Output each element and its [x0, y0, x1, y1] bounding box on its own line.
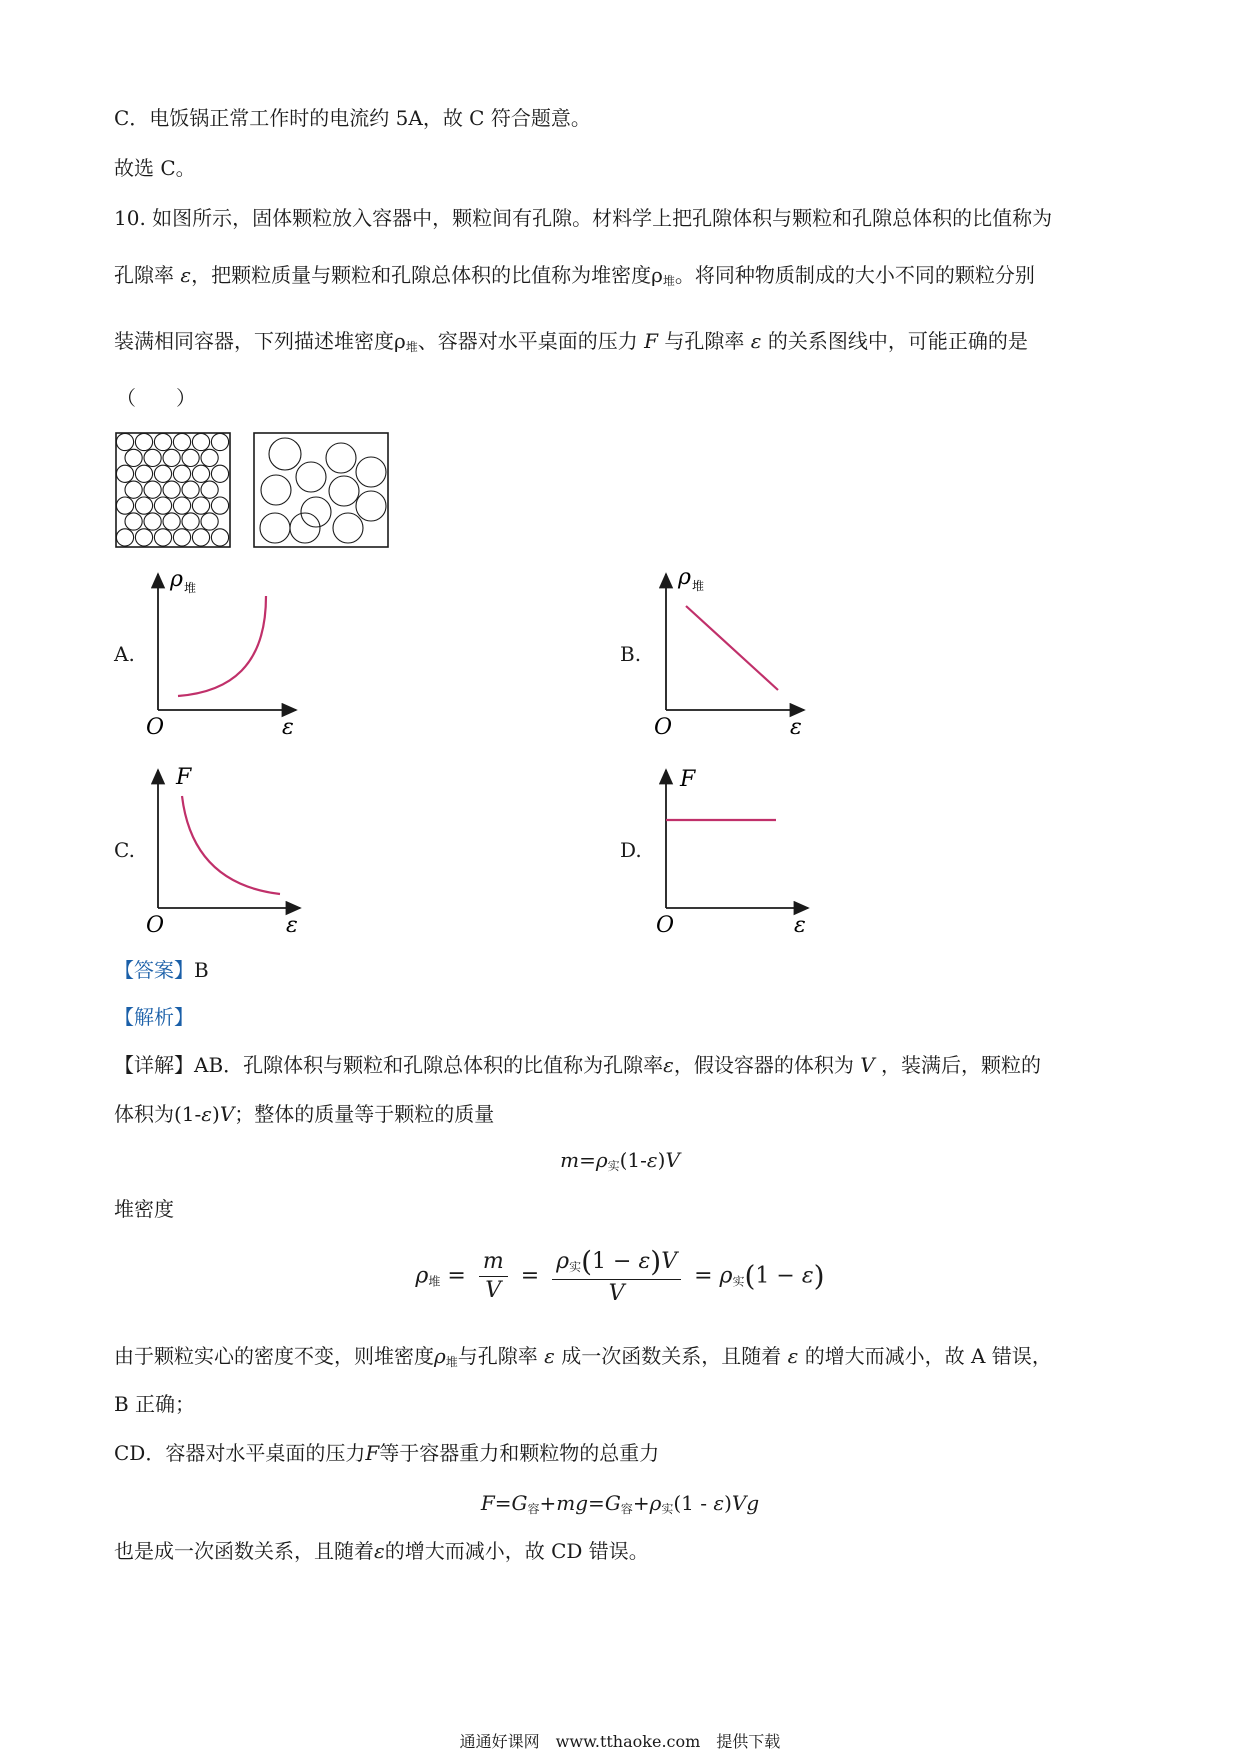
x-axis-label: ε: [790, 715, 802, 740]
footer-source[interactable]: 通通好课网 www.tthaoke.com 提供下载: [459, 1732, 781, 1751]
y-axis-subscript: 堆: [184, 581, 197, 595]
fraction-expanded: $\frac{\rho_实(1 - \varepsilon)V}{V}$: [552, 1248, 681, 1305]
answer-parentheses: （ ）: [116, 386, 196, 410]
symbol-epsilon: ε: [180, 263, 192, 287]
y-axis-label: ρ: [678, 565, 691, 590]
answer-label: 【答案】: [114, 958, 194, 982]
x-axis-label: ε: [794, 913, 806, 938]
detail-line-5: CD．容器对水平桌面的压力F等于容器重力和颗粒物的总重力: [114, 1441, 660, 1465]
analysis-label: 【解析】: [114, 1005, 194, 1029]
option-a-label[interactable]: A.: [114, 642, 135, 666]
detail-line-1: 【详解】AB．孔隙体积与颗粒和孔隙总体积的比值称为孔隙率ε，假设容器的体积为 V ，装满后，颗粒的: [114, 1053, 1042, 1077]
fraction-m-over-v: $\frac{m}{V}$: [479, 1251, 508, 1302]
density-label: 堆密度: [114, 1197, 174, 1221]
prev-option-c: C．电饭锅正常工作时的电流约 5A，故 C 符合题意。: [114, 106, 591, 130]
y-axis-label: F: [176, 765, 192, 790]
answer-line: [114, 960, 209, 980]
equation-mass: $m=\rho_实(1-\varepsilon)V$: [560, 1148, 680, 1173]
prev-conclusion: 故选 C。: [114, 156, 196, 180]
detail-line-3: 由于颗粒实心的密度不变，则堆密度$\rho_堆$与孔隙率 ε 成一次函数关系，且随着 ε 的增大而减小，故 A 错误，: [114, 1344, 1052, 1369]
option-b-graph: [648, 565, 818, 740]
detail-line-4: B 正确；: [114, 1392, 196, 1416]
symbol-rho: ρ: [394, 329, 406, 353]
symbol-epsilon: ε: [750, 329, 762, 353]
x-axis-label: ε: [286, 913, 298, 938]
equation-bulk-density: $\rho_堆$ = $\frac{m}{V}$ = $\frac{\rho_实(1 - \varepsilon)V}{V}$ = $\rho_实(1 - \varepsilon)$: [415, 1245, 825, 1306]
answer-value: B: [194, 958, 209, 982]
question-line-3: 装满相同容器，下列描述堆密度$\rho_堆$、容器对水平桌面的压力 F 与孔隙率 ε 的关系图线中，可能正确的是: [114, 329, 1028, 354]
detail-line-2: 体积为(1-ε)V；整体的质量等于颗粒的质量: [114, 1102, 495, 1126]
symbol-F: F: [644, 329, 659, 353]
option-c-graph: [140, 762, 310, 938]
y-axis-label: F: [680, 767, 696, 792]
origin-label: O: [146, 715, 165, 740]
option-d-label[interactable]: D.: [620, 838, 642, 862]
large-particles-figure: [253, 432, 389, 548]
option-b-label[interactable]: B.: [620, 642, 642, 666]
option-c-label[interactable]: C.: [114, 838, 135, 862]
origin-label: O: [656, 913, 675, 938]
origin-label: O: [654, 715, 673, 740]
origin-label: O: [146, 913, 165, 938]
line-decreasing: [686, 606, 778, 690]
equation-force: $F=G_容+mg=G_容+\rho_实(1 - \varepsilon)Vg$: [480, 1491, 760, 1516]
option-d-graph: [648, 762, 818, 938]
detail-line-6: 也是成一次函数关系，且随着ε的增大而减小，故 CD 错误。: [114, 1539, 649, 1563]
detail-label: 【详解】: [114, 1053, 194, 1077]
symbol-rho: ρ: [651, 263, 663, 287]
x-axis-label: ε: [282, 715, 294, 740]
question-line-2: 孔隙率 ε，把颗粒质量与颗粒和孔隙总体积的比值称为堆密度$\rho_堆$。将同种物质制成的大小不同的颗粒分别: [114, 263, 1035, 288]
option-a-graph: [140, 566, 310, 740]
curve-decreasing: [182, 796, 280, 894]
y-axis-subscript: 堆: [692, 579, 705, 593]
curve-increasing: [178, 596, 266, 696]
question-line-1: 10. 如图所示，固体颗粒放入容器中，颗粒间有孔隙。材料学上把孔隙体积与颗粒和孔隙总体积的比值称为: [114, 206, 1053, 230]
y-axis-label: ρ: [170, 567, 183, 592]
small-particles-figure: [115, 432, 231, 548]
